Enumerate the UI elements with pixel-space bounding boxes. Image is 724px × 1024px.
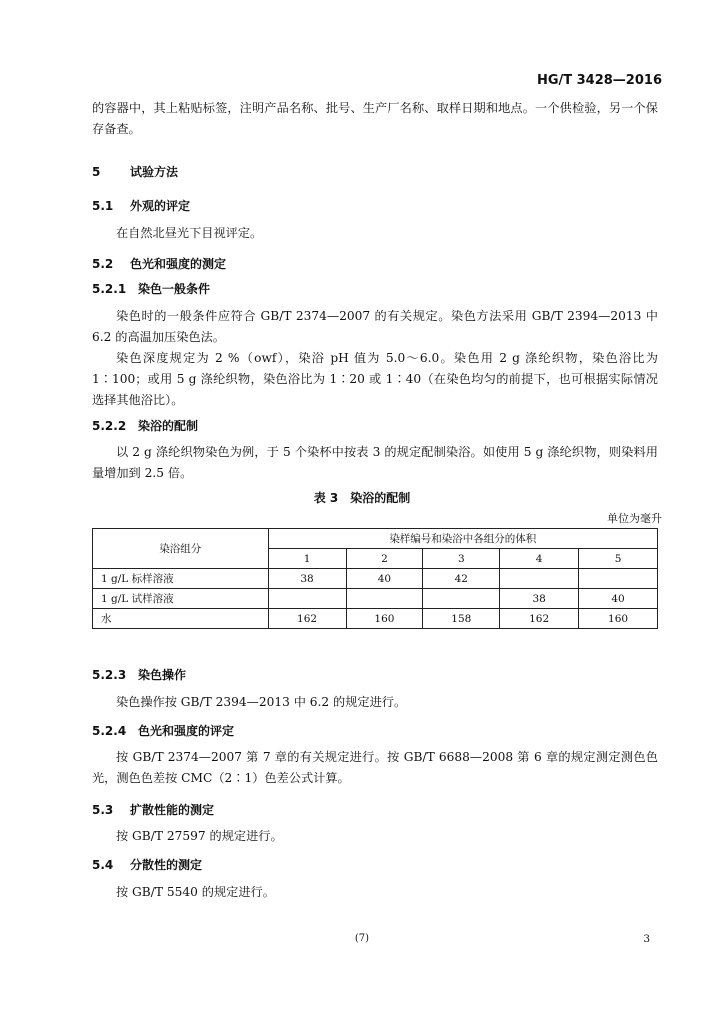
heading-title: 染色操作 [138,668,187,682]
table-title: 表 3 染浴的配制 [313,491,411,505]
table-row [93,609,658,629]
heading-title: 染浴的配制 [138,419,199,433]
heading-title: 扩散性能的测定 [130,803,215,817]
dye-bath-table [92,528,658,629]
table-cell: 40 [346,569,423,589]
table-row [93,569,658,589]
paragraph-5-4: 按 GB/T 5540 的规定进行。 [116,885,275,899]
row-label: 1 g/L 试样溶液 [93,589,269,609]
heading-number: 5.2.4 [92,724,127,738]
heading-number: 5.2.1 [92,282,127,296]
column-number: 3 [423,549,500,569]
heading-5-3 [92,801,214,818]
row-label: 水 [93,609,269,629]
table-cell [346,589,423,609]
standard-code: HG/T 3428—2016 [536,73,662,88]
table-cell [500,569,579,589]
paragraph-5-2-1-a: 染色时的一般条件应符合 GB/T 2374—2007 的有关规定。染色方法采用 GB/T 2394—2013 中 6.2 的高温加压染色法。 [92,309,658,344]
table-cell: 162 [268,609,346,629]
group-header: 染样编号和染浴中各组分的体积 [268,529,657,549]
heading-number: 5.1 [92,199,114,213]
column-header-component: 染浴组分 [93,529,269,569]
table-cell: 160 [346,609,423,629]
table-cell: 158 [423,609,500,629]
heading-title: 染色一般条件 [138,282,211,296]
paragraph-5-1: 在自然北昼光下目视评定。 [116,226,263,240]
heading-5-4 [92,856,202,873]
heading-5-2-4 [92,722,234,739]
paragraph-5-2-4: 按 GB/T 2374—2007 第 7 章的有关规定进行。按 GB/T 6688—2008 第 6 章的规定测定测色色光，测色色差按 CMC（2∶1）色差公式计算。 [92,750,658,785]
paragraph-5-2-1-b: 染色深度规定为 2 %（owf），染浴 pH 值为 5.0～6.0。染色用 2 g 涤纶织物，染色浴比为 1∶100；或用 5 g 涤纶织物，染色浴比为 1∶20 或 1∶40（在染色均匀的前提下，也可根据实际情况选择其他浴比）。 [92,351,658,407]
heading-5 [92,163,178,180]
heading-title: 试验方法 [130,165,179,179]
column-number: 2 [346,549,423,569]
table-cell [268,589,346,609]
heading-number: 5 [92,165,101,179]
heading-title: 色光和强度的测定 [130,257,227,271]
heading-5-2 [92,255,226,272]
table-cell: 40 [579,589,658,609]
heading-title: 色光和强度的评定 [138,724,235,738]
table-cell [423,589,500,609]
column-number: 5 [579,549,658,569]
column-number: 4 [500,549,579,569]
table-cell: 38 [500,589,579,609]
heading-number: 5.3 [92,803,114,817]
row-label: 1 g/L 标样溶液 [93,569,269,589]
table-row [93,589,658,609]
heading-number: 5.2 [92,257,114,271]
page-number: 3 [643,933,650,945]
footer-sheet-number: (7) [354,933,370,944]
table-unit: 单位为毫升 [607,512,662,525]
heading-number: 5.2.2 [92,419,127,433]
heading-5-2-3 [92,666,186,683]
heading-number: 5.2.3 [92,668,127,682]
heading-5-2-1 [92,280,210,297]
heading-title: 外观的评定 [130,199,191,213]
paragraph-5-2-2: 以 2 g 涤纶织物染色为例，于 5 个染杯中按表 3 的规定配制染浴。如使用 5 g 涤纶织物，则染料用量增加到 2.5 倍。 [92,445,658,480]
table-cell: 162 [500,609,579,629]
table-cell: 42 [423,569,500,589]
table-cell: 160 [579,609,658,629]
paragraph-5-2-3: 染色操作按 GB/T 2394—2013 中 6.2 的规定进行。 [116,695,407,709]
heading-5-1 [92,197,190,214]
paragraph-5-3: 按 GB/T 27597 的规定进行。 [116,829,283,843]
table-cell: 38 [268,569,346,589]
heading-title: 分散性的测定 [130,858,203,872]
column-number: 1 [268,549,346,569]
table-cell [579,569,658,589]
heading-number: 5.4 [92,858,114,872]
heading-5-2-2 [92,417,198,434]
intro-paragraph: 的容器中，其上粘贴标签，注明产品名称、批号、生产厂名称、取样日期和地点。一个供检验，另一个保存备查。 [92,101,658,136]
